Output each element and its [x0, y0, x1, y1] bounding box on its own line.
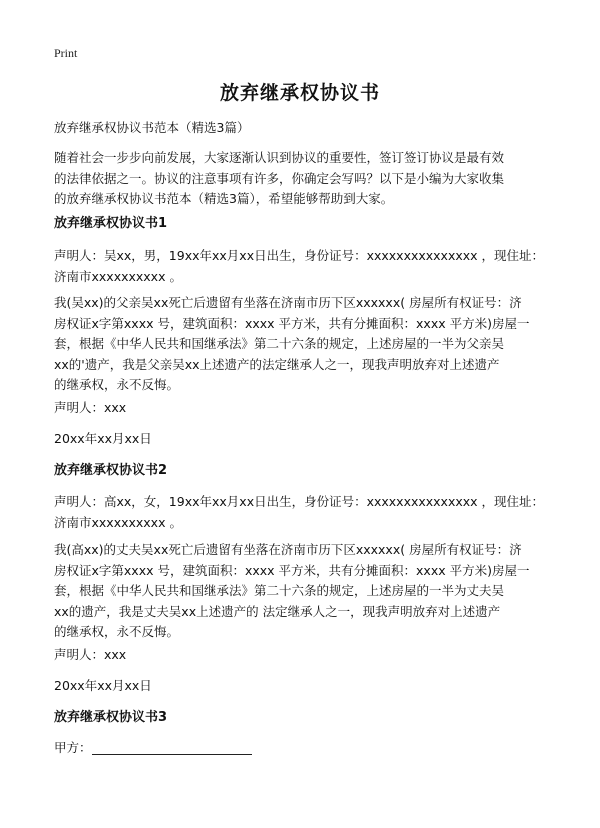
signature-line: 声明人：xxx [54, 647, 127, 662]
body-line: 套，根据《中华人民共和国继承法》第二十六条的规定，上述房屋的一半为丈夫吴 [54, 583, 505, 598]
body-line: 我(高xx)的丈夫吴xx死亡后遗留有坐落在济南市历下区xxxxxx( 房屋所有权证号：济 [54, 542, 522, 557]
declarant-line: 济南市xxxxxxxxxx 。 [54, 268, 182, 284]
section-heading: 放弃继承权协议书1 [54, 216, 168, 231]
intro-line: 的法律依据之一。协议的注意事项有许多，你确定会写吗？以下是小编为大家收集 [54, 170, 505, 186]
body-line: 的继承权，永不反悔。 [54, 624, 180, 639]
body-paragraph [54, 540, 554, 643]
party-blank-line [92, 740, 252, 755]
body-line: 房权证x字第xxxx 号，建筑面积：xxxx 平方米，共有分摊面积：xxxx 平方米)房屋一 [54, 315, 530, 331]
document-subtitle [54, 118, 554, 139]
body-line: xx的遗产，我是丈夫吴xx上述遗产的 法定继承人之一，现我声明放弃对上述遗产 [54, 603, 501, 619]
body-line: 房权证x字第xxxx 号，建筑面积：xxxx 平方米，共有分摊面积：xxxx 平方米)房屋一 [54, 562, 530, 578]
section-heading: 放弃继承权协议书2 [54, 463, 168, 478]
declarant-line: 声明人：吴xx，男，19xx年xx月xx日出生，身份证号：xxxxxxxxxxxxxxx ，现住址： [54, 248, 545, 263]
body-line: 套，根据《中华人民共和国继承法》第二十六条的规定，上述房屋的一半为父亲吴 [54, 336, 505, 351]
declarant-paragraph [54, 246, 554, 287]
declarant-paragraph [54, 492, 554, 533]
intro-line: 随着社会一步步向前发展，大家逐渐认识到协议的重要性，签订签订协议是最有效 [54, 150, 505, 165]
document-title: 放弃继承权协议书 [219, 82, 380, 104]
declarant-line: 济南市xxxxxxxxxx 。 [54, 514, 182, 530]
subtitle-text: 放弃继承权协议书范本（精选3篇） [54, 120, 250, 135]
body-line: xx的'遗产，我是父亲吴xx上述遗产的法定继承人之一，现我声明放弃对上述遗产 [54, 356, 500, 372]
print-link[interactable]: Print [54, 46, 78, 60]
signature-line: 声明人：xxx [54, 400, 127, 415]
party-row [54, 738, 554, 759]
date-line: 20xx年xx月xx日 [54, 678, 152, 693]
party-label: 甲方： [54, 740, 92, 755]
body-line: 我(吴xx)的父亲吴xx死亡后遗留有坐落在济南市历下区xxxxxx( 房屋所有权证号：济 [54, 295, 522, 310]
declarant-line: 声明人：高xx，女，19xx年xx月xx日出生，身份证号：xxxxxxxxxxxxxxx ，现住址： [54, 494, 545, 509]
body-line: 的继承权，永不反悔。 [54, 377, 180, 392]
body-paragraph [54, 293, 554, 396]
section-heading: 放弃继承权协议书3 [54, 710, 168, 725]
intro-line: 的放弃继承权协议书范本（精选3篇），希望能够帮助到大家。 [54, 191, 394, 206]
date-line: 20xx年xx月xx日 [54, 431, 152, 446]
intro-paragraph [54, 148, 554, 210]
